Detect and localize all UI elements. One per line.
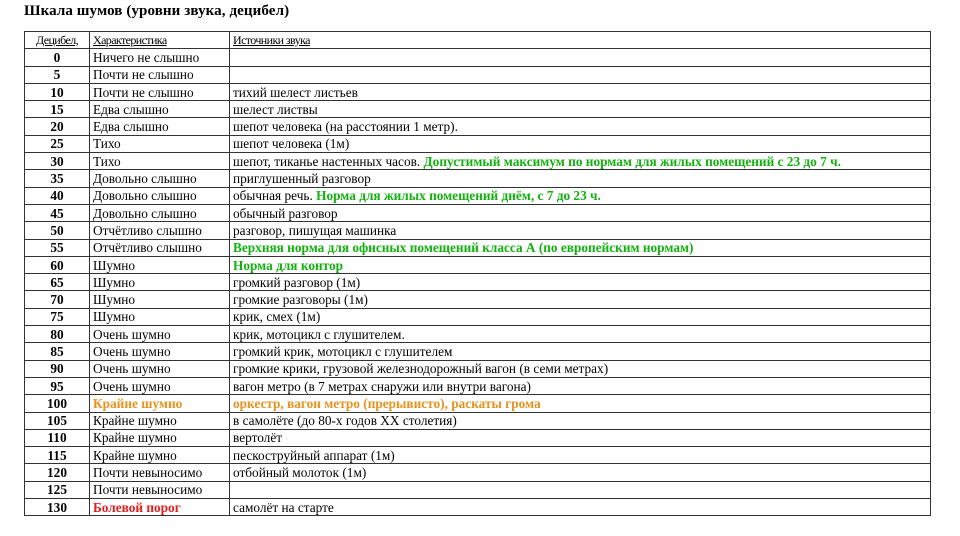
- source-text: шепот человека (1м): [233, 136, 350, 152]
- decibel-cell: 10: [25, 83, 90, 100]
- decibel-cell: 40: [25, 187, 90, 204]
- table-row: [25, 429, 931, 446]
- source-text: тихий шелест листьев: [233, 84, 358, 100]
- decibel-cell: 75: [25, 308, 90, 325]
- sources-cell: [230, 481, 931, 498]
- table-row: [25, 153, 931, 170]
- decibel-cell: 85: [25, 343, 90, 360]
- characteristic-cell: Очень шумно: [90, 326, 230, 343]
- page-title: Шкала шумов (уровни звука, децибел): [24, 3, 290, 19]
- decibel-cell: 70: [25, 291, 90, 308]
- source-highlight-text: Норма для контор: [233, 257, 344, 273]
- characteristic-cell: Едва слышно: [90, 118, 230, 135]
- source-text: вагон метро (в 7 метрах снаружи или внутри вагона): [233, 378, 531, 394]
- source-highlight-text: Норма для жилых помещений днём, с 7 до 23 ч.: [316, 188, 601, 204]
- sources-cell: [230, 66, 931, 83]
- sources-cell: [230, 274, 931, 291]
- sources-cell: [230, 101, 931, 118]
- characteristic-cell: Довольно слышно: [90, 204, 230, 221]
- characteristic-cell: Крайне шумно: [90, 412, 230, 429]
- decibel-cell: 95: [25, 377, 90, 394]
- source-text: в самолёте (до 80-х годов XX столетия): [233, 413, 457, 429]
- decibel-cell: 125: [25, 481, 90, 498]
- source-text: крик, смех (1м): [233, 309, 321, 325]
- characteristic-cell: Тихо: [90, 153, 230, 170]
- sources-cell: [230, 326, 931, 343]
- source-text: шепот, тиканье настенных часов.: [233, 153, 421, 169]
- source-text: пескоструйный аппарат (1м): [233, 447, 395, 463]
- characteristic-cell: Очень шумно: [90, 377, 230, 394]
- decibel-cell: 0: [25, 49, 90, 66]
- decibel-cell: 65: [25, 274, 90, 291]
- table-row: [25, 395, 931, 412]
- source-text: крик, мотоцикл с глушителем.: [233, 326, 405, 342]
- characteristic-cell: Почти невыносимо: [90, 464, 230, 481]
- header-decibel: Децибел,: [25, 32, 90, 49]
- source-text: громкий крик, мотоцикл с глушителем: [233, 343, 453, 359]
- table-row: [25, 326, 931, 343]
- decibel-cell: 110: [25, 429, 90, 446]
- source-text: самолёт на старте: [233, 499, 334, 515]
- characteristic-cell: Крайне шумно: [90, 447, 230, 464]
- sources-cell: [230, 118, 931, 135]
- table-row: [25, 135, 931, 152]
- sources-cell: [230, 239, 931, 256]
- decibel-cell: 90: [25, 360, 90, 377]
- table-row: [25, 343, 931, 360]
- source-text: шелест листвы: [233, 101, 318, 117]
- decibel-cell: 100: [25, 395, 90, 412]
- characteristic-cell: Тихо: [90, 135, 230, 152]
- characteristic-cell: Довольно слышно: [90, 170, 230, 187]
- sources-cell: [230, 360, 931, 377]
- table-row: [25, 49, 931, 66]
- characteristic-cell: Почти невыносимо: [90, 481, 230, 498]
- table-row: [25, 447, 931, 464]
- sources-cell: [230, 291, 931, 308]
- table-row: [25, 274, 931, 291]
- source-text: обычный разговор: [233, 205, 338, 221]
- characteristic-cell: Шумно: [90, 256, 230, 273]
- characteristic-cell: Почти не слышно: [90, 66, 230, 83]
- decibel-cell: 35: [25, 170, 90, 187]
- decibel-cell: 30: [25, 153, 90, 170]
- table-row: [25, 377, 931, 394]
- table-row: [25, 308, 931, 325]
- decibel-cell: 120: [25, 464, 90, 481]
- decibel-cell: 80: [25, 326, 90, 343]
- header-sources: Источники звука: [230, 32, 931, 49]
- characteristic-cell: Отчётливо слышно: [90, 239, 230, 256]
- source-text: громкие разговоры (1м): [233, 292, 368, 308]
- characteristic-cell: Довольно слышно: [90, 187, 230, 204]
- sources-cell: [230, 187, 931, 204]
- characteristic-cell: Очень шумно: [90, 360, 230, 377]
- decibel-cell: 50: [25, 222, 90, 239]
- table-row: [25, 187, 931, 204]
- source-text: громкий разговор (1м): [233, 274, 361, 290]
- table-row: [25, 256, 931, 273]
- table-row: [25, 499, 931, 516]
- table-row: [25, 360, 931, 377]
- characteristic-cell: Отчётливо слышно: [90, 222, 230, 239]
- sources-cell: [230, 153, 931, 170]
- characteristic-cell: Шумно: [90, 291, 230, 308]
- table-row: [25, 101, 931, 118]
- source-text: разговор, пишущая машинка: [233, 222, 397, 238]
- source-text: громкие крики, грузовой железнодорожный вагон (в семи метрах): [233, 361, 609, 377]
- sources-cell: [230, 308, 931, 325]
- sources-cell: [230, 204, 931, 221]
- sources-cell: [230, 447, 931, 464]
- characteristic-cell: Очень шумно: [90, 343, 230, 360]
- sources-cell: [230, 464, 931, 481]
- table-row: [25, 66, 931, 83]
- source-highlight-text: оркестр, вагон метро (прерывисто), раскаты грома: [233, 395, 541, 411]
- noise-scale-table: [24, 31, 931, 516]
- source-highlight-text: Верхняя норма для офисных помещений класса А (по европейским нормам): [233, 240, 694, 256]
- source-text: шепот человека (на расстоянии 1 метр).: [233, 119, 458, 135]
- decibel-cell: 45: [25, 204, 90, 221]
- decibel-cell: 5: [25, 66, 90, 83]
- sources-cell: [230, 343, 931, 360]
- characteristic-cell: Шумно: [90, 308, 230, 325]
- header-characteristic: Характеристика: [90, 32, 230, 49]
- characteristic-cell: Едва слышно: [90, 101, 230, 118]
- table-row: [25, 291, 931, 308]
- table-row: [25, 170, 931, 187]
- sources-cell: [230, 429, 931, 446]
- sources-cell: [230, 256, 931, 273]
- sources-cell: [230, 499, 931, 516]
- table-row: [25, 204, 931, 221]
- table-row: [25, 239, 931, 256]
- characteristic-cell: Ничего не слышно: [90, 49, 230, 66]
- decibel-cell: 55: [25, 239, 90, 256]
- sources-cell: [230, 49, 931, 66]
- characteristic-cell: Почти не слышно: [90, 83, 230, 100]
- table-row: [25, 118, 931, 135]
- sources-cell: [230, 83, 931, 100]
- decibel-cell: 130: [25, 499, 90, 516]
- characteristic-cell: Болевой порог: [90, 499, 230, 516]
- source-text: приглушенный разговор: [233, 171, 371, 187]
- characteristic-cell: Крайне шумно: [90, 395, 230, 412]
- sources-cell: [230, 222, 931, 239]
- decibel-cell: 60: [25, 256, 90, 273]
- table-row: [25, 83, 931, 100]
- decibel-cell: 20: [25, 118, 90, 135]
- decibel-cell: 115: [25, 447, 90, 464]
- source-text: обычная речь.: [233, 188, 313, 204]
- table-header-row: [25, 32, 931, 49]
- source-text: отбойный молоток (1м): [233, 465, 367, 481]
- table-row: [25, 222, 931, 239]
- source-highlight-text: Допустимый максимум по нормам для жилых помещений с 23 до 7 ч.: [423, 153, 841, 169]
- characteristic-cell: Крайне шумно: [90, 429, 230, 446]
- decibel-cell: 105: [25, 412, 90, 429]
- decibel-cell: 15: [25, 101, 90, 118]
- table-row: [25, 412, 931, 429]
- sources-cell: [230, 170, 931, 187]
- sources-cell: [230, 377, 931, 394]
- sources-cell: [230, 412, 931, 429]
- table-row: [25, 481, 931, 498]
- decibel-cell: 25: [25, 135, 90, 152]
- source-text: вертолёт: [233, 430, 283, 446]
- sources-cell: [230, 395, 931, 412]
- characteristic-cell: Шумно: [90, 274, 230, 291]
- table-row: [25, 464, 931, 481]
- sources-cell: [230, 135, 931, 152]
